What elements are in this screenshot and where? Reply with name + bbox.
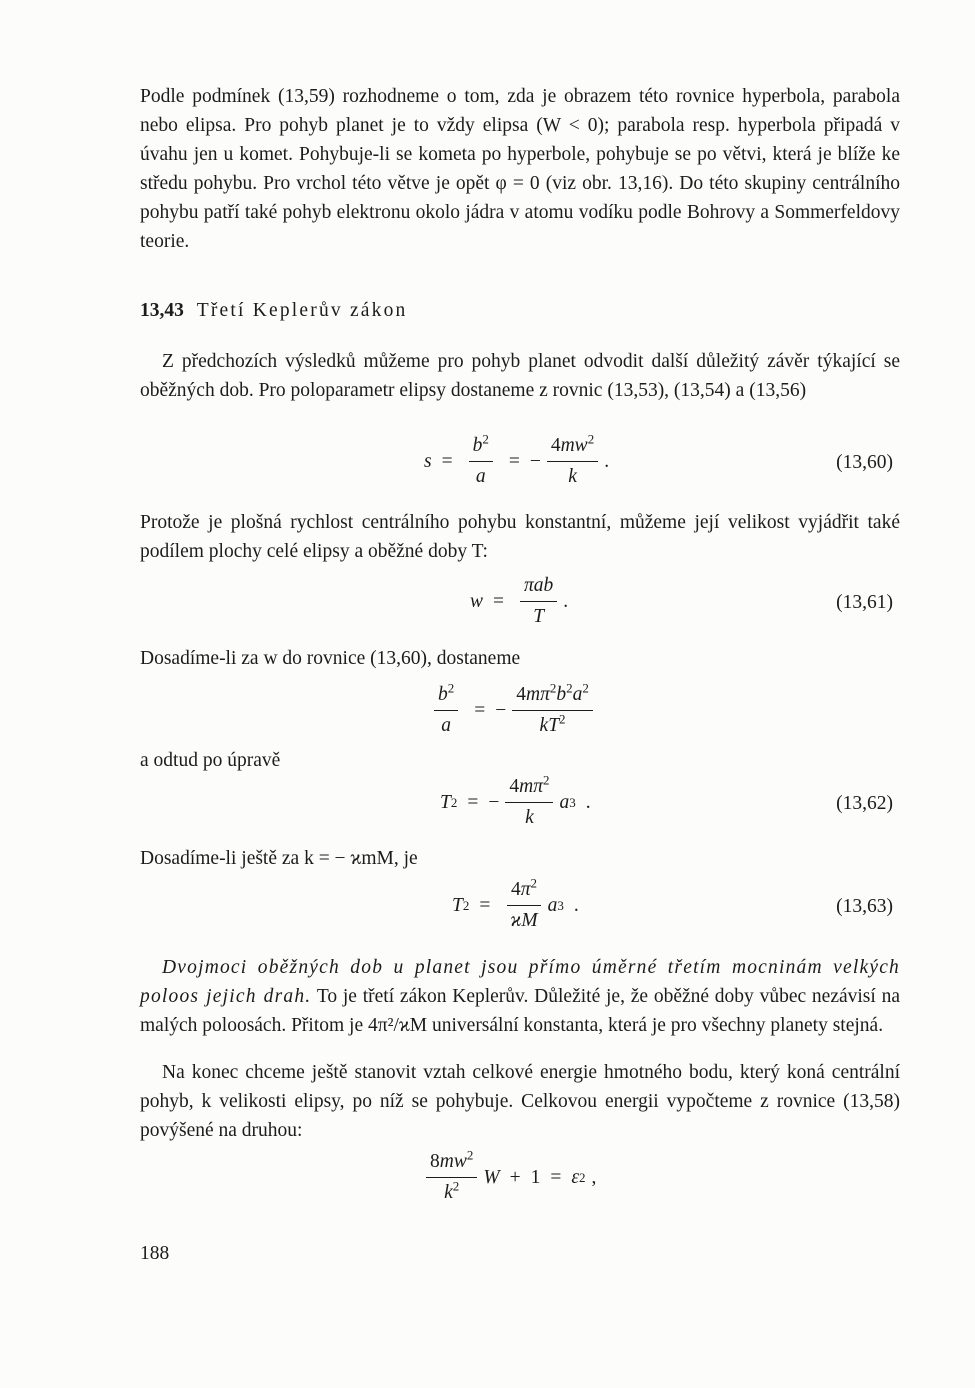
kepler-law-statement: Dvojmoci oběžných dob u planet jsou přímo úměrné třetím mocninám velkých poloos jejich drah. — [140, 957, 900, 1007]
paragraph-substitute-k: Dosadíme-li ještě za k = − ϰmM, je — [140, 848, 418, 869]
equation-body: T 2 = $\frac{4\pi^2}{ϰM}$ a 3 . — [452, 875, 579, 931]
section-number: 13,43 — [140, 300, 184, 321]
equation-body: T 2 = − $\frac{4m\pi^2}{k}$ a 3 . — [440, 772, 591, 828]
paragraph-kepler-third-law — [140, 953, 900, 1040]
equation-13-62 — [0, 771, 975, 851]
page-number: 188 — [140, 1243, 170, 1264]
paragraph-conic-conditions: Podle podmínek (13,59) rozhodneme o tom, zda je obrazem této rovnice hyperbola, parabola nebo elipsa. Pro pohyb planet je to vždy elipsa (W < 0); parabola resp. hyperbola připadá v úvahu jen u komet. Pohybuje-li se kometa po hyperbole, pohybuje se po větvi, která je blíže ke středu pohybu. Pro vrchol této větve je opět φ = 0 (viz obr. 13,16). Do této skupiny centrálního pohybu patří také pohyb elektronu okolo jádra v atomu vodíku podle Bohrovy a Sommerfeldovy teorie. — [140, 86, 900, 252]
equation-energy — [0, 1147, 975, 1230]
paragraph-substitute-w: Dosadíme-li za w do rovnice (13,60), dostaneme — [140, 648, 521, 669]
section-title: Třetí Keplerův zákon — [196, 300, 408, 321]
paragraph-areal-velocity: Protože je plošná rychlost centrálního pohybu konstantní, můžeme její velikost vyjádřit také podílem plochy celé elipsy a oběžné doby T: — [140, 512, 900, 562]
equation-13-63 — [0, 872, 975, 952]
kepler-law-remark: To je třetí zákon Keplerův. Důležité je, že oběžné doby vůbec nezávisí na malých poloosách. Přitom je 4π²/ϰM universální konstanta, která je pro všechny planety stejná. — [140, 986, 900, 1036]
equation-body: $\frac{b^2}{a}$ = − $\frac{4m\pi^2b^2a^2}{kT^2}$ — [428, 683, 599, 738]
equation-body: $\frac{8mw^2}{k^2}$ W + 1 = ε 2 , — [420, 1150, 596, 1205]
equation-number: (13,62) — [836, 793, 893, 814]
paragraph-kepler-intro: Z předchozích výsledků můžeme pro pohyb planet odvodit další důležitý závěr týkající se oběžných dob. Pro poloparametr elipsy dostaneme z rovnic (13,53), (13,54) a (13,56) — [140, 351, 900, 401]
equation-body: w = $\frac{\text{πab}}{T}$ . — [470, 575, 569, 627]
paragraph-after-rearranging: a odtud po úpravě — [140, 750, 281, 771]
equation-number: (13,61) — [836, 592, 893, 613]
equation-13-61 — [0, 572, 975, 652]
paragraph-total-energy: Na konec chceme ještě stanovit vztah celkové energie hmotného bodu, který koná centrální pohyb, k velikosti elipsy, po níž se pohybuje. Celkovou energii vypočteme z rovnice (13,58) povýšené na druhou: — [140, 1062, 900, 1141]
equation-number: (13,60) — [836, 452, 893, 473]
section-heading — [140, 296, 408, 325]
equation-13-60 — [0, 428, 975, 508]
equation-body: s = $\frac{b^2}{a}$ = − $\frac{4mw^2}{k}$ . — [424, 431, 610, 487]
equation-number: (13,63) — [836, 896, 893, 917]
